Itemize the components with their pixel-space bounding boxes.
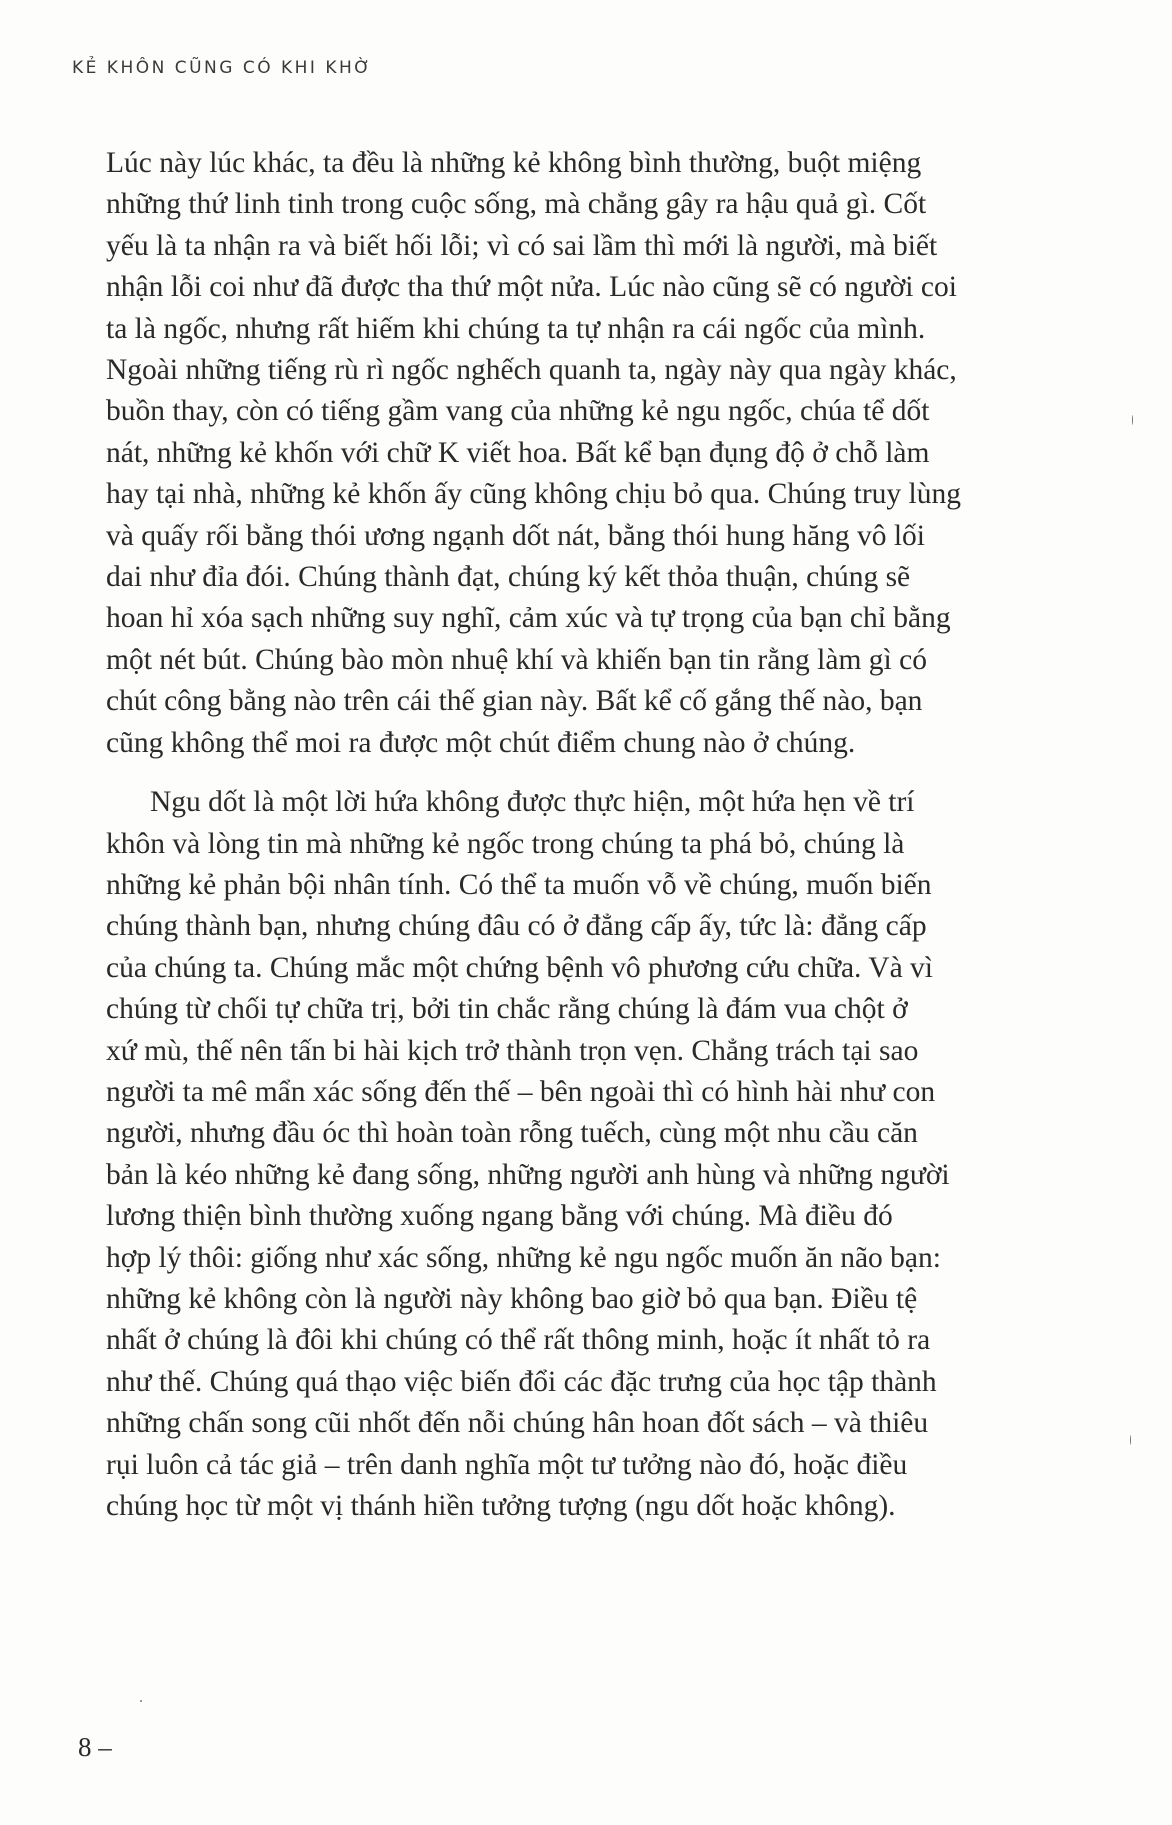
paragraph-1 [106,143,1066,764]
running-header: KẺ KHÔN CŨNG CÓ KHI KHỜ [72,58,373,78]
text-line: như thế. Chúng quá thạo việc biến đổi các đặc trưng của học tập thành [106,1365,937,1398]
text-line: xứ mù, thế nên tấn bi hài kịch trở thành trọn vẹn. Chẳng trách tại sao [106,1034,919,1067]
text-line: chúng học từ một vị thánh hiền tưởng tượng (ngu dốt hoặc không). [106,1490,896,1522]
text-line: một nét bút. Chúng bào mòn nhuệ khí và khiến bạn tin rằng làm gì có [106,643,927,676]
text-line: cũng không thể moi ra được một chút điểm chung nào ở chúng. [106,726,856,759]
text-line: chúng thành bạn, nhưng chúng đâu có ở đẳng cấp ấy, tức là: đẳng cấp [106,910,927,943]
text-line: và quấy rối bằng thói ương ngạnh dốt nát, bằng thói hung hăng vô lối [106,519,925,552]
text-line: người ta mê mẩn xác sống đến thế – bên ngoài thì có hình hài như con [106,1075,936,1108]
text-line: Lúc này lúc khác, ta đều là những kẻ không bình thường, buột miệng [106,147,922,179]
text-line: hay tại nhà, những kẻ khốn ấy cũng không chịu bỏ qua. Chúng truy lùng [106,478,961,511]
print-mark [1132,415,1133,425]
text-line: hợp lý thôi: giống như xác sống, những kẻ ngu ngốc muốn ăn não bạn: [106,1241,941,1274]
text-line: nhất ở chúng là đôi khi chúng có thể rất thông minh, hoặc ít nhất tỏ ra [106,1324,931,1357]
print-speck [140,1700,142,1702]
text-line: Ngoài những tiếng rù rì ngốc nghếch quanh ta, ngày này qua ngày khác, [106,354,957,387]
text-line: những kẻ phản bội nhân tính. Có thể ta muốn vỗ về chúng, muốn biến [106,868,932,901]
text-line: nát, những kẻ khốn với chữ K viết hoa. Bất kể bạn đụng độ ở chỗ làm [106,436,930,469]
page-number: 8 – [78,1732,112,1762]
text-line: dai như đỉa đói. Chúng thành đạt, chúng ký kết thỏa thuận, chúng sẽ [106,561,911,594]
text-line: người, nhưng đầu óc thì hoàn toàn rỗng tuếch, cùng một nhu cầu căn [106,1117,918,1150]
paragraph-2 [106,782,1066,1527]
text-line: yếu là ta nhận ra và biết hối lỗi; vì có sai lầm thì mới là người, mà biết [106,229,938,262]
text-line: của chúng ta. Chúng mắc một chứng bệnh vô phương cứu chữa. Và vì [106,951,933,984]
text-line: chúng từ chối tự chữa trị, bởi tin chắc rằng chúng là đám vua chột ở [106,993,908,1026]
text-line: Ngu dốt là một lời hứa không được thực hiện, một hứa hẹn về trí [150,786,915,819]
body-text [106,143,1066,1527]
text-line: bản là kéo những kẻ đang sống, những người anh hùng và những người [106,1158,950,1191]
text-line: những thứ linh tinh trong cuộc sống, mà chẳng gây ra hậu quả gì. Cốt [106,188,927,221]
text-line: hoan hỉ xóa sạch những suy nghĩ, cảm xúc và tự trọng của bạn chỉ bằng [106,602,951,635]
text-line: lương thiện bình thường xuống ngang bằng với chúng. Mà điều đó [106,1200,893,1233]
text-line: buồn thay, còn có tiếng gầm vang của những kẻ ngu ngốc, chúa tể dốt [106,395,930,428]
text-line: những chấn song cũi nhốt đến nỗi chúng hân hoan đốt sách – và thiêu [106,1407,929,1440]
text-line: những kẻ không còn là người này không bao giờ bỏ qua bạn. Điều tệ [106,1282,918,1315]
text-line: khôn và lòng tin mà những kẻ ngốc trong chúng ta phá bỏ, chúng là [106,827,905,860]
text-line: nhận lỗi coi như đã được tha thứ một nửa. Lúc nào cũng sẽ có người coi [106,271,957,304]
text-line: chút công bằng nào trên cái thế gian này. Bất kể cố gắng thế nào, bạn [106,685,923,718]
text-line: ta là ngốc, nhưng rất hiếm khi chúng ta tự nhận ra cái ngốc của mình. [106,312,926,345]
text-line: rụi luôn cả tác giả – trên danh nghĩa một tư tưởng nào đó, hoặc điều [106,1448,908,1481]
print-mark [1130,1435,1131,1445]
